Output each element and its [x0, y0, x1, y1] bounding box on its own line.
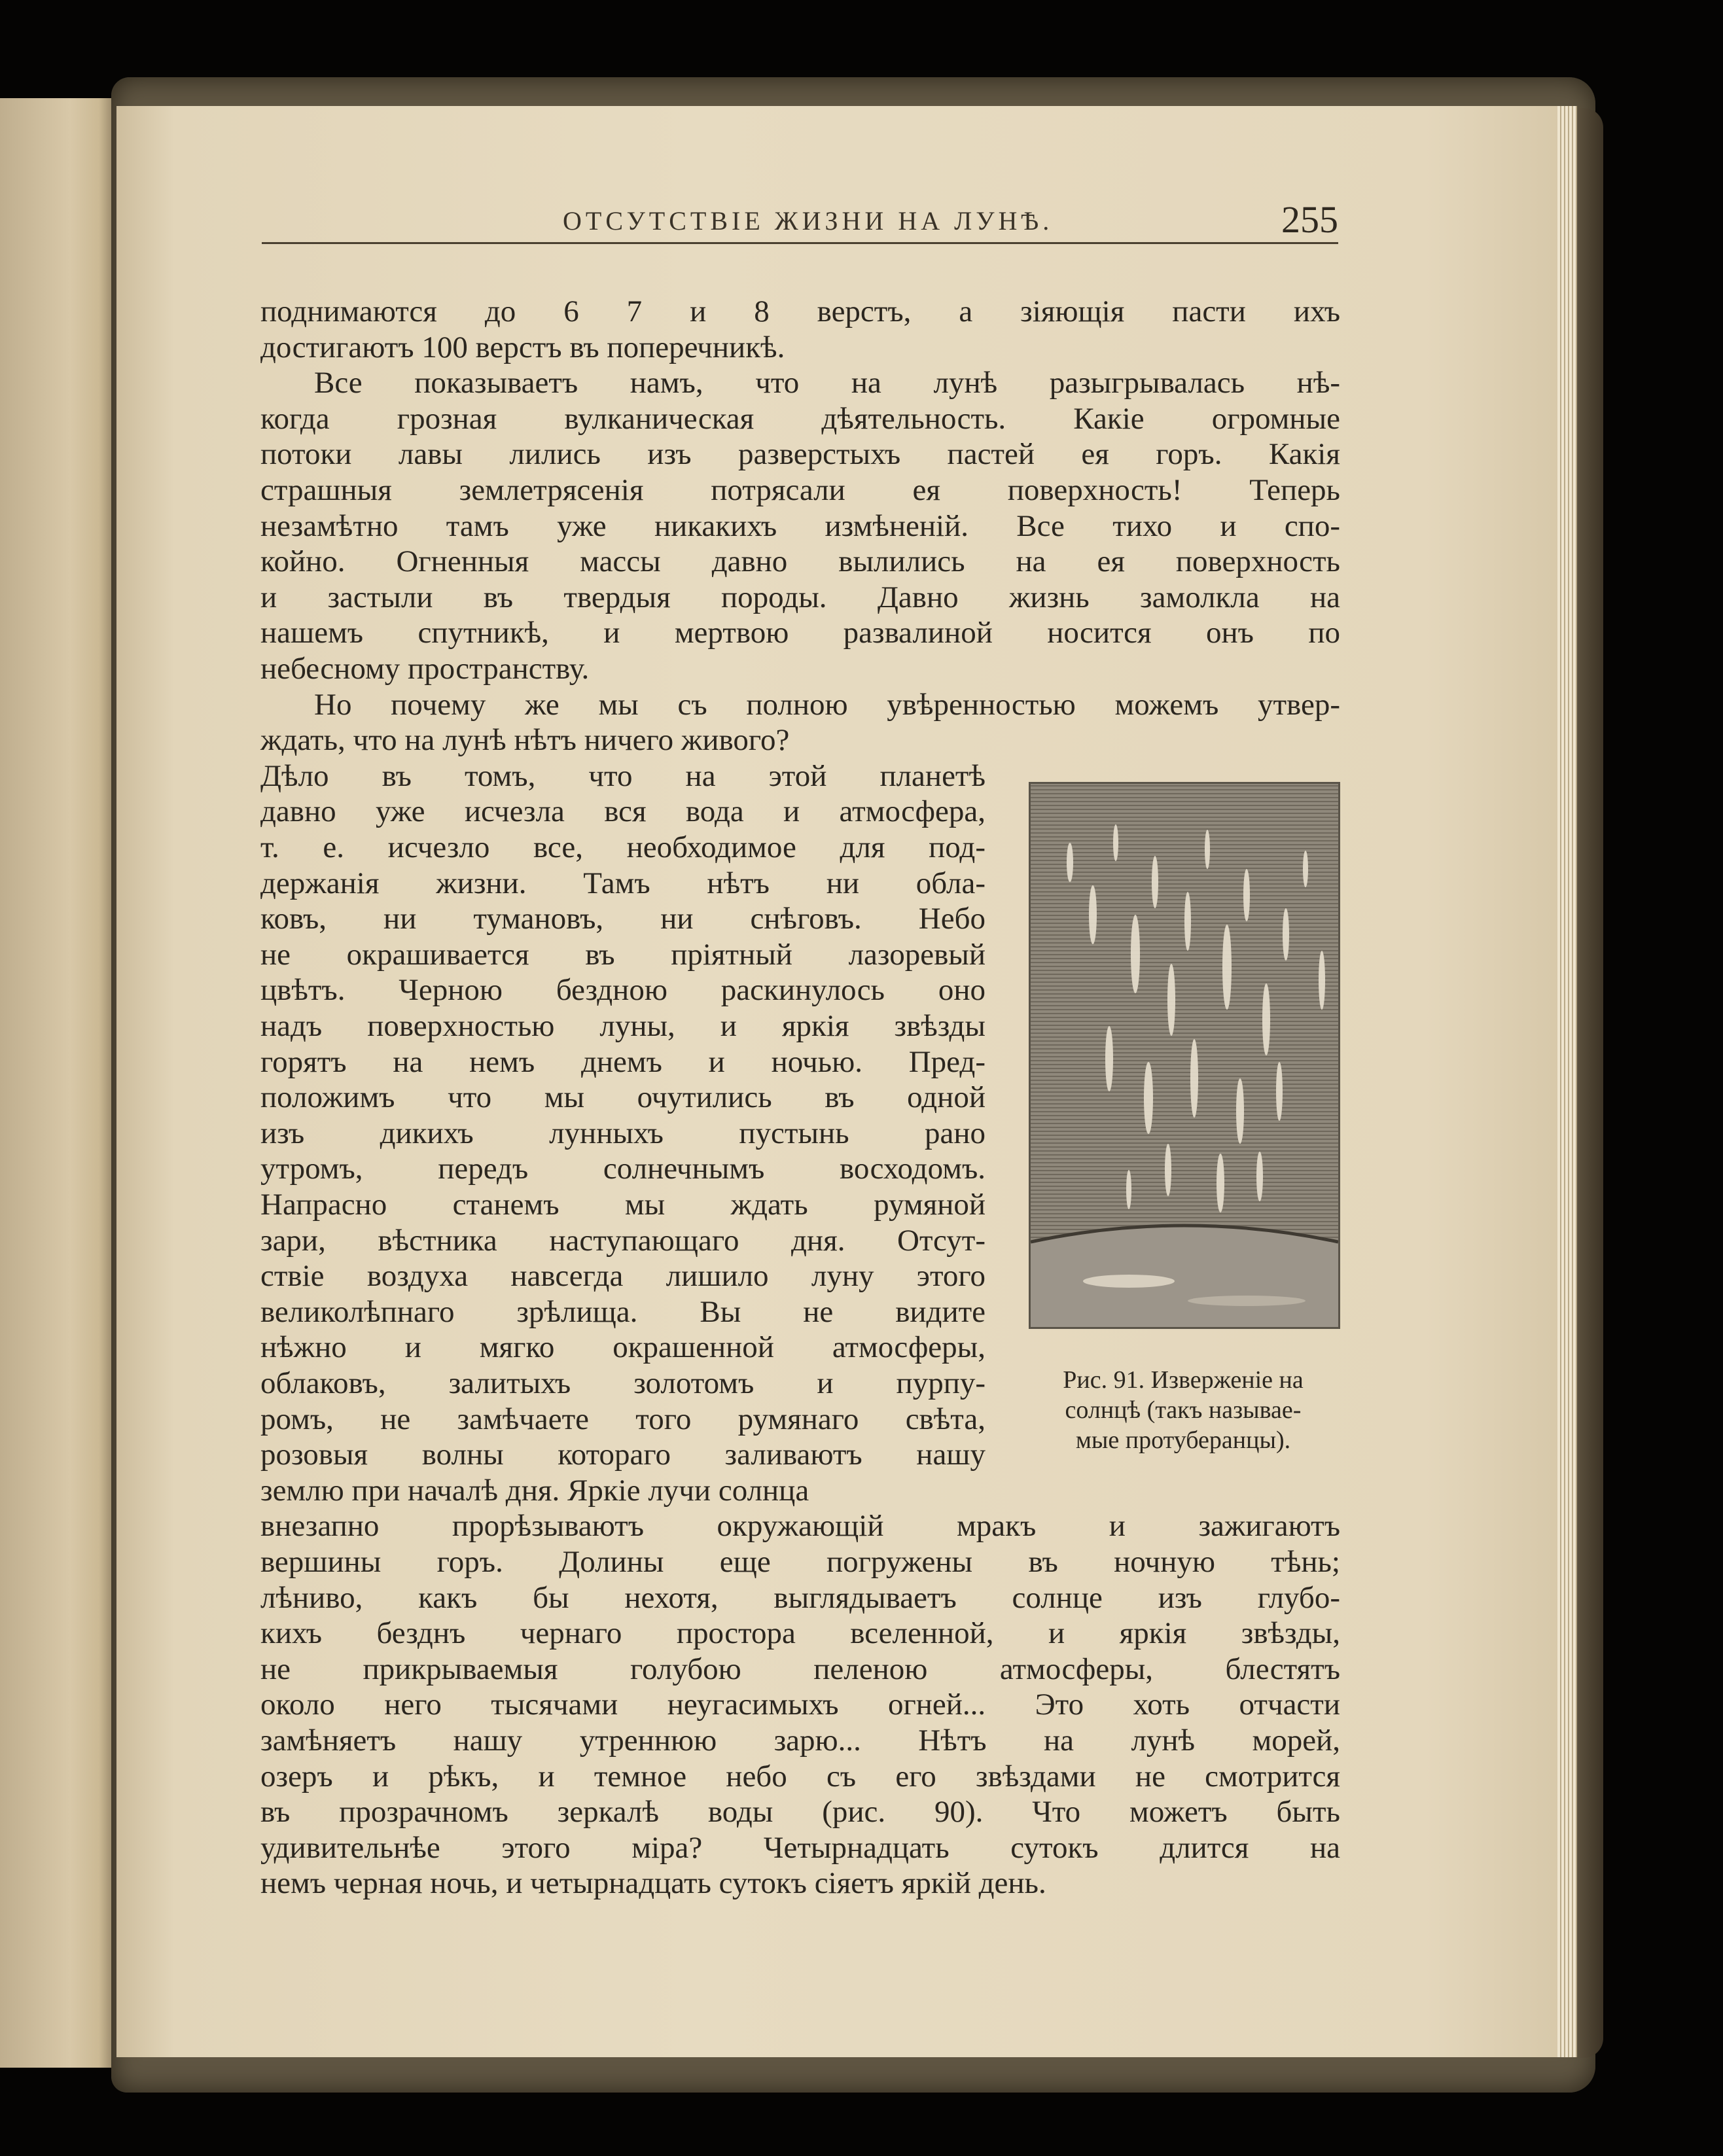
text-line: незамѣтно тамъ уже никакихъ измѣненiй. Все тихо и спо- [260, 508, 1340, 543]
text-line: не окрашивается въ прiятный лазоревый [260, 937, 986, 972]
text-line: ствiе воздуха навсегда лишило луну этого [260, 1259, 986, 1294]
text-line: облаковъ, залитыхъ золотомъ и пурпу- [260, 1366, 986, 1400]
text-line: потоки лавы лились изъ разверстыхъ пастей ея горъ. Какiя [260, 437, 1340, 472]
text-line: страшныя землетрясенiя потрясали ея поверхность! Теперь [260, 473, 1340, 507]
page-stack-edge [1557, 106, 1577, 2057]
text-line: койно. Огненныя массы давно вылились на ея поверхность [260, 544, 1340, 579]
left-page-edge [0, 98, 116, 2068]
text-line: озеръ и рѣкъ, и темное небо съ его звѣздами не смотрится [260, 1759, 1340, 1794]
caption-line: Рис. 91. Изверженiе на [1063, 1366, 1304, 1394]
text-line: лѣниво, какъ бы нехотя, выглядываетъ солнце изъ глубо- [260, 1580, 1340, 1615]
text-line: надъ поверхностью луны, и яркiя звѣзды [260, 1009, 986, 1043]
text-line: ромъ, не замѣчаете того румянаго свѣта, [260, 1402, 986, 1436]
text-line: цвѣтъ. Черною бездною раскинулось оно [260, 973, 986, 1008]
text-line: нѣжно и мягко окрашенной атмосферы, [260, 1330, 986, 1365]
text-line: землю при началѣ дня. Яркiе лучи солнца [260, 1473, 809, 1508]
text-line: нашемъ спутникѣ, и мертвою развалиной носится онъ по [260, 616, 1340, 650]
text-line: достигаютъ 100 верстъ въ поперечникѣ. [260, 330, 785, 364]
text-line: положимъ что мы очутились въ одной [260, 1080, 986, 1115]
page-header [262, 196, 1338, 244]
text-line: т. е. исчезло все, необходимое для под- [260, 830, 986, 864]
text-line: небесному пространству. [260, 652, 590, 686]
text-line: въ прозрачномъ зеркалѣ воды (рис. 90). Что можетъ быть [260, 1795, 1340, 1829]
page-number: 255 [1281, 198, 1338, 241]
text-line: вершины горъ. Долины еще погружены въ ночную тѣнь; [260, 1545, 1340, 1579]
solar-prominence-engraving [1031, 784, 1338, 1327]
text-line: держанiя жизни. Тамъ нѣтъ ни обла- [260, 866, 986, 900]
text-line: зари, вѣстника наступающаго дня. Отсут- [260, 1223, 986, 1258]
text-line: давно уже исчезла вся вода и атмосфера, [260, 794, 986, 829]
text-line: когда грозная вулканическая дѣятельность. Какiе огромные [260, 401, 1340, 436]
text-line: Дѣло въ томъ, что на этой планетѣ [260, 758, 986, 793]
running-title: ОТСУТСТВIЕ ЖИЗНИ НА ЛУНѢ. [563, 206, 1054, 236]
caption-line: солнцѣ (такъ называе- [1065, 1396, 1302, 1424]
text-line: поднимаются до 6 7 и 8 верстъ, а зiяющiя пасти ихъ [260, 294, 1340, 328]
text-line: немъ черная ночь, и четырнадцать сутокъ сiяетъ яркiй день. [260, 1866, 1046, 1901]
caption-line: мые протуберанцы). [1075, 1426, 1291, 1454]
text-line: ковъ, ни тумановъ, ни снѣговъ. Небо [260, 902, 986, 936]
text-line: горятъ на немъ днемъ и ночью. Пред- [260, 1044, 986, 1079]
text-line: замѣняетъ нашу утреннюю зарю... Нѣтъ на лунѣ морей, [260, 1723, 1340, 1758]
text-line: розовыя волны котораго заливаютъ нашу [260, 1438, 986, 1472]
text-line: около него тысячами неугасимыхъ огней... Это хоть отчасти [260, 1688, 1340, 1722]
text-line: и застыли въ твердыя породы. Давно жизнь замолкла на [260, 580, 1340, 614]
figure-solar-eruption [1029, 782, 1340, 1329]
text-line: не прикрываемыя голубою пеленою атмосферы, блестятъ [260, 1652, 1340, 1686]
text-line: удивительнѣе этого мiра? Четырнадцать сутокъ длится на [260, 1830, 1340, 1865]
text-line: утромъ, передъ солнечнымъ восходомъ. [260, 1152, 986, 1186]
text-line: Все показываетъ намъ, что на лунѣ разыгрывалась нѣ- [314, 366, 1340, 400]
text-line: Напрасно станемъ мы ждать румяной [260, 1188, 986, 1222]
text-line: Но почему же мы съ полною увѣренностью можемъ утвер- [314, 687, 1340, 722]
text-line: внезапно прорѣзываютъ окружающiй мракъ и зажигаютъ [260, 1509, 1340, 1544]
text-line: изъ дикихъ лунныхъ пустынь рано [260, 1116, 986, 1150]
text-line: ждать, что на лунѣ нѣтъ ничего живого? [260, 723, 790, 758]
text-line: кихъ безднъ чернаго простора вселенной, и яркiя звѣзды, [260, 1616, 1340, 1651]
text-line: великолѣпнаго зрѣлища. Вы не видите [260, 1294, 986, 1329]
